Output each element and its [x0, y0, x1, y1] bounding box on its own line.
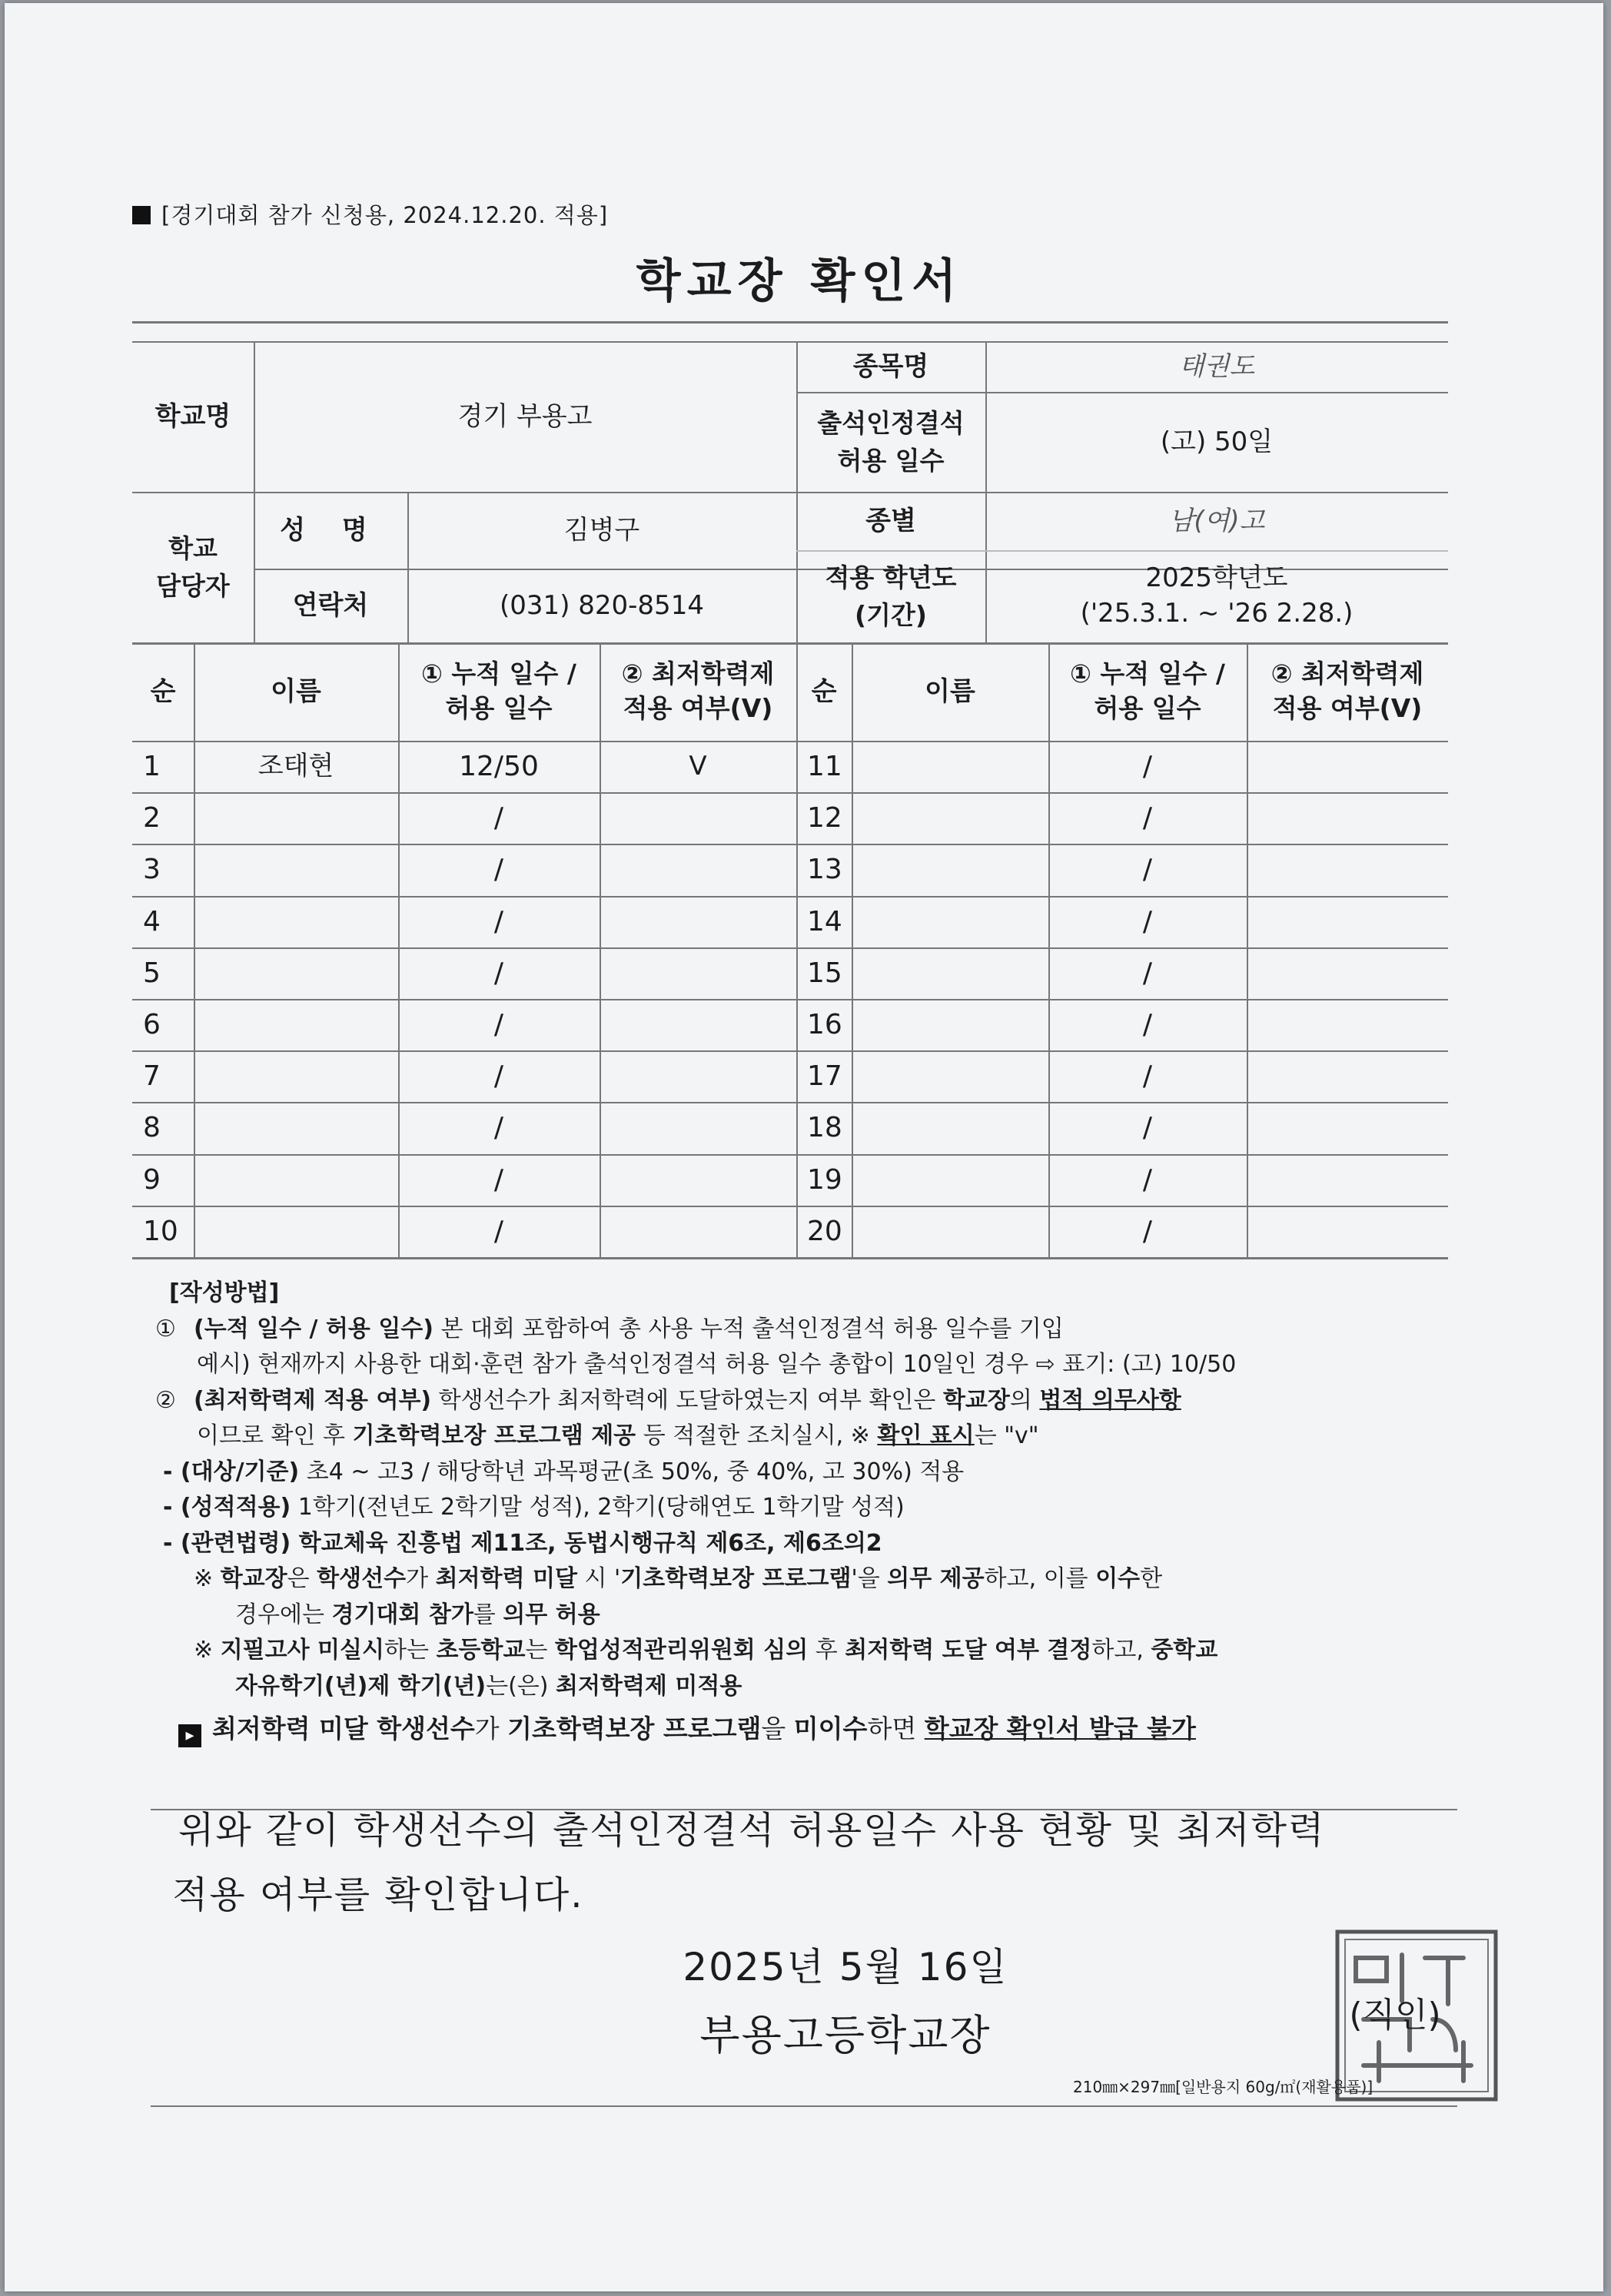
row-days-value: /	[493, 801, 504, 834]
row-days-value: /	[1142, 1215, 1153, 1247]
row-number: 8	[143, 1111, 161, 1143]
col-seq-left: 순	[150, 675, 176, 707]
s1-d: 학생선수	[317, 1565, 407, 1592]
note-2-line2a: 이므로 확인 후	[197, 1422, 353, 1449]
row-min-check	[600, 844, 796, 895]
s1-c: 은	[287, 1565, 317, 1592]
year-value-line1: 2025학년도	[1145, 562, 1288, 594]
confirmation-statement	[172, 1798, 1500, 1927]
row-min-check	[1247, 844, 1448, 895]
gender-value: 남(여)고	[1168, 505, 1265, 536]
row-min-check	[1247, 741, 1448, 792]
row-days-value: /	[493, 905, 504, 937]
col-seq-right: 순	[811, 675, 837, 707]
row-student-name	[852, 792, 1048, 844]
note-2-line2b: 기초학력보장 프로그램 제공	[352, 1422, 636, 1449]
s2-j: 중학교	[1151, 1637, 1218, 1664]
s1-b: 학교장	[220, 1565, 287, 1592]
row-min-check	[1247, 947, 1448, 999]
s1-m: 한	[1140, 1565, 1163, 1592]
allowed-days-label-line1: 출석인정결석	[817, 407, 965, 438]
row-min-check	[1247, 1102, 1448, 1153]
special-note-2-line2	[155, 1669, 1462, 1705]
s2-h: 최저학력 도달 여부 결정	[845, 1637, 1092, 1664]
s2-line2a: 자유학기(년)제 학기(년)	[235, 1672, 487, 1700]
row-min-check	[1247, 1050, 1448, 1102]
s1-line2a: 경우에는	[235, 1601, 332, 1628]
row-days-value: /	[1142, 1163, 1153, 1196]
row-number: 11	[807, 750, 842, 782]
row-number: 4	[143, 905, 161, 937]
school-name-label: 학교명	[154, 400, 231, 432]
s2-e: 는	[525, 1637, 555, 1664]
row-number: 5	[143, 957, 161, 989]
row-days-value: /	[493, 1215, 504, 1247]
detail-grades	[155, 1490, 1462, 1526]
confirmation-line2: 적용 여부를 확인합니다.	[172, 1873, 584, 1916]
row-student-name	[194, 896, 398, 947]
gender-label: 종별	[865, 505, 916, 536]
row-student-name	[852, 947, 1048, 999]
row-student-name	[852, 1154, 1048, 1206]
row-number: 15	[807, 957, 842, 989]
row-number: 17	[807, 1060, 842, 1092]
row-min-check	[1247, 1206, 1448, 1257]
col-days-line2: 허용 일수	[445, 693, 553, 723]
row-student-name	[194, 1050, 398, 1102]
allowed-days-value: (고) 50일	[1160, 426, 1274, 457]
col-days-line1: ① 누적 일수 /	[1070, 659, 1225, 689]
s2-c: 하는	[384, 1637, 437, 1664]
allowed-days-label-line2: 허용 일수	[837, 446, 945, 476]
special-note-2	[155, 1633, 1462, 1669]
row-min-check	[600, 896, 796, 947]
note-2-line2e: 는 "v"	[974, 1422, 1039, 1449]
row-min-check	[1247, 896, 1448, 947]
row-days-value: /	[1142, 853, 1153, 885]
table-bottom-border	[132, 1257, 1448, 1259]
note-2-bold2: 학교장	[942, 1386, 1010, 1414]
page-title: 학교장 확인서	[636, 254, 963, 308]
paper-spec: 210㎜×297㎜[일반용지 60g/㎡(재활용품)]	[1073, 2078, 1374, 2096]
col-days-right	[1048, 642, 1247, 741]
col-min-line1: ② 최저학력제	[1271, 659, 1424, 689]
s2-d: 초등학교	[436, 1637, 526, 1664]
year-label-line2: (기간)	[855, 600, 927, 630]
row-min-check	[600, 1154, 796, 1206]
detail-law-text: 학교체육 진흥법 제11조, 동법시행규칙 제6조, 제6조의2	[291, 1529, 882, 1557]
allowed-days-label	[796, 392, 985, 492]
note-2-text2: 의	[1009, 1386, 1040, 1414]
row-days-value: 12/50	[459, 750, 539, 782]
note-1-bold: (누적 일수 / 허용 일수)	[194, 1315, 433, 1342]
year-value	[985, 550, 1448, 642]
row-min-check: V	[689, 751, 707, 781]
note-2-line2c: 등 적절한 조치실시, ※	[636, 1422, 878, 1449]
row-number: 13	[807, 853, 842, 885]
note-2-bold: (최저학력제 적용 여부)	[194, 1386, 432, 1414]
row-student-name: 조태현	[257, 751, 334, 781]
row-number: 18	[807, 1111, 842, 1143]
row-days-value: /	[493, 853, 504, 885]
detail-target	[155, 1455, 1462, 1491]
w-a: 최저학력 미달 학생선수	[212, 1714, 475, 1744]
note-2	[155, 1383, 1462, 1419]
row-student-name	[194, 1206, 398, 1257]
note-2-line2d: 확인 표시	[877, 1422, 975, 1449]
row-min-check	[600, 947, 796, 999]
row-days-value: /	[1142, 750, 1153, 782]
col-min-left	[600, 642, 796, 741]
row-number: 19	[807, 1163, 842, 1196]
s2-b: 지필고사 미실시	[220, 1637, 384, 1664]
col-min-line2: 적용 여부(V)	[1272, 693, 1423, 723]
w-e: 미이수	[793, 1714, 868, 1744]
w-b: 가	[474, 1714, 508, 1744]
contact-value: (031) 820-8514	[500, 589, 704, 621]
header-note-text: [경기대회 참가 신청용, 2024.12.20. 적용]	[161, 202, 609, 228]
note-2-line2	[155, 1418, 1462, 1455]
row-min-check	[1247, 1154, 1448, 1206]
s1-f: 최저학력 미달	[435, 1565, 577, 1592]
row-number: 6	[143, 1008, 161, 1040]
detail-target-label: - (대상/기준)	[163, 1458, 300, 1485]
s2-f: 학업성적관리위원회 심의	[554, 1637, 809, 1664]
row-min-check	[1247, 999, 1448, 1050]
row-days-value: /	[1142, 905, 1153, 937]
s2-line2c: 최저학력제 미적용	[556, 1672, 742, 1700]
special-note-1-line2	[155, 1598, 1462, 1634]
s1-line2b: 경기대회 참가	[331, 1601, 473, 1628]
row-min-check	[1247, 792, 1448, 844]
s1-i: '을	[851, 1565, 888, 1592]
issue-date: 2025년 5월 16일	[683, 1945, 1008, 1989]
principal-title: 부용고등학교장	[699, 2011, 992, 2059]
row-student-name	[852, 1050, 1048, 1102]
table-top-border	[132, 321, 1448, 323]
writing-instructions	[155, 1276, 1462, 1748]
row-number: 3	[143, 853, 161, 885]
row-days-value: /	[493, 1163, 504, 1196]
s1-e: 가	[406, 1565, 436, 1592]
row-days-value: /	[493, 1060, 504, 1092]
row-number: 10	[143, 1215, 178, 1247]
s2-i: 하고,	[1091, 1637, 1151, 1664]
special-note-1	[155, 1561, 1462, 1598]
row-days-value: /	[1142, 801, 1153, 834]
note-1-example: 예시) 현재까지 사용한 대회·훈련 참가 출석인정결석 허용 일수 총합이 10일인 경우 ⇨ 표기: (고) 10/50	[197, 1351, 1237, 1378]
row-min-check	[600, 1206, 796, 1257]
col-min-right	[1247, 642, 1448, 741]
arrow-box-icon: ▸	[178, 1724, 201, 1747]
year-label	[796, 550, 985, 642]
row-days-value: /	[1142, 1060, 1153, 1092]
manager-label-line2: 담당자	[156, 571, 230, 601]
row-student-name	[852, 1206, 1048, 1257]
s1-g: 시 '	[576, 1565, 621, 1592]
row-days-value: /	[493, 1008, 504, 1040]
s1-j: 의무 제공	[887, 1565, 985, 1592]
row-min-check	[600, 792, 796, 844]
col-name-right: 이름	[925, 675, 975, 707]
row-student-name	[852, 999, 1048, 1050]
w-c: 기초학력보장 프로그램	[507, 1714, 762, 1744]
row-number: 9	[143, 1163, 161, 1196]
event-label: 종목명	[852, 350, 929, 382]
w-f: 하면	[867, 1714, 925, 1744]
row-student-name	[194, 844, 398, 895]
contact-label: 연락처	[292, 589, 369, 621]
note-2-symbol: ②	[155, 1386, 176, 1414]
square-bullet-icon	[132, 206, 151, 224]
s1-l: 이수	[1095, 1565, 1141, 1592]
name-label: 성 명	[280, 514, 381, 546]
s1-h: 기초학력보장 프로그램	[620, 1565, 852, 1592]
col-days-line1: ① 누적 일수 /	[421, 659, 576, 689]
footer-line	[151, 2105, 1457, 2107]
seal-label: (직인)	[1349, 1996, 1441, 2035]
s2-g: 후	[808, 1637, 845, 1664]
row-student-name	[852, 1102, 1048, 1153]
row-days-value: /	[493, 957, 504, 989]
year-label-line1: 적용 학년도	[825, 562, 957, 592]
note-2-text: 학생선수가 최저학력에 도달하였는지 여부 확인은	[431, 1386, 943, 1414]
row-min-check	[600, 1050, 796, 1102]
school-name-value: 경기 부용고	[457, 400, 593, 432]
header-note	[132, 198, 608, 230]
row-student-name	[194, 1154, 398, 1206]
detail-grades-label: - (성적적용)	[163, 1494, 291, 1521]
manager-name-value: 김병구	[563, 514, 640, 546]
manager-label	[132, 492, 254, 642]
row-number: 20	[807, 1215, 842, 1247]
row-days-value: /	[1142, 1111, 1153, 1143]
note-1-text: 본 대회 포함하여 총 사용 누적 출석인정결석 허용 일수를 기입	[433, 1315, 1064, 1342]
col-min-line2: 적용 여부(V)	[623, 693, 773, 723]
s2-a: ※	[194, 1637, 221, 1664]
row-days-value: /	[1142, 957, 1153, 989]
w-d: 을	[761, 1714, 794, 1744]
col-days-line2: 허용 일수	[1094, 693, 1201, 723]
col-min-line1: ② 최저학력제	[621, 659, 775, 689]
manager-label-line1: 학교	[168, 533, 218, 563]
row-min-check	[600, 1102, 796, 1153]
row-student-name	[194, 999, 398, 1050]
detail-target-text: 초4 ~ 고3 / 해당학년 과목평균(초 50%, 중 40%, 고 30%) 적용	[299, 1458, 965, 1485]
s1-line2c: 를	[473, 1601, 503, 1628]
s1-line2d: 의무 허용	[503, 1601, 600, 1628]
row-student-name	[194, 1102, 398, 1153]
row-student-name	[852, 741, 1048, 792]
detail-law-label: - (관련법령)	[163, 1529, 291, 1557]
note-1	[155, 1312, 1462, 1348]
event-value: 태권도	[1178, 350, 1255, 382]
row-student-name	[194, 947, 398, 999]
detail-law	[155, 1526, 1462, 1562]
year-value-line2: ('25.3.1. ~ '26 2.28.)	[1080, 598, 1354, 629]
row-student-name	[852, 844, 1048, 895]
confirmation-line1: 위와 같이 학생선수의 출석인정결석 허용일수 사용 현황 및 최저학력	[178, 1809, 1326, 1852]
row-days-value: /	[1142, 1008, 1153, 1040]
w-g: 학교장 확인서 발급 불가	[924, 1714, 1196, 1744]
note-2-underline: 법적 의무사항	[1039, 1386, 1181, 1414]
row-number: 7	[143, 1060, 161, 1092]
row-student-name	[852, 896, 1048, 947]
s1-a: ※	[194, 1565, 221, 1592]
row-number: 16	[807, 1008, 842, 1040]
row-number: 12	[807, 801, 842, 834]
col-days-left	[398, 642, 600, 741]
row-days-value: /	[493, 1111, 504, 1143]
row-number: 14	[807, 905, 842, 937]
row-min-check	[600, 999, 796, 1050]
s2-line2b: 는(은)	[486, 1672, 556, 1700]
notes-heading: [작성방법]	[169, 1279, 280, 1306]
s1-k: 하고, 이를	[984, 1565, 1096, 1592]
warning-note	[155, 1709, 1462, 1748]
row-number: 2	[143, 801, 161, 834]
row-student-name	[194, 792, 398, 844]
col-name-left: 이름	[271, 675, 321, 707]
detail-grades-text: 1학기(전년도 2학기말 성적), 2학기(당해연도 1학기말 성적)	[291, 1494, 905, 1521]
note-1-symbol: ①	[155, 1315, 176, 1342]
row-number: 1	[143, 750, 161, 782]
